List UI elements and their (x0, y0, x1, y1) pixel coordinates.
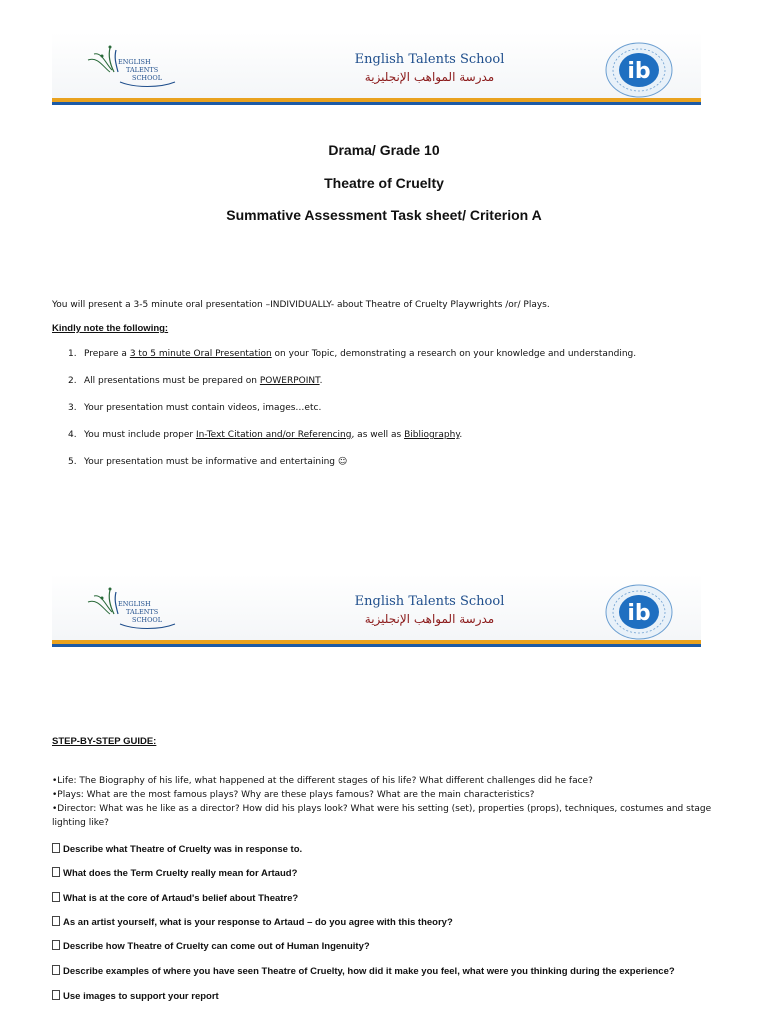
checkbox-glyph-icon (52, 843, 60, 853)
school-name-arabic: مدرسة المواهب الإنجليزية (364, 70, 495, 84)
list-item (68, 348, 636, 360)
school-name-arabic: مدرسة المواهب الإنجليزية (364, 612, 495, 626)
header-blue-bar (52, 644, 701, 647)
list-underlined-text: Bibliography (404, 430, 460, 440)
list-text: Your presentation must be informative and entertaining ☺ (84, 457, 348, 467)
question-item (52, 965, 675, 977)
question-item (52, 892, 298, 904)
list-text: . (459, 430, 463, 440)
checkbox-glyph-icon (52, 892, 60, 902)
guide-line: lighting like? (52, 818, 109, 828)
list-number: 1. (68, 349, 77, 359)
school-logo (80, 42, 180, 92)
svg-text:TALENTS: TALENTS (126, 608, 159, 616)
list-text: on your Topic, demonstrating a research on your knowledge and understanding. (271, 349, 637, 359)
page-header (52, 32, 701, 107)
list-item (68, 429, 462, 441)
ib-logo (603, 40, 675, 100)
question-text: Describe examples of where you have seen Theatre of Cruelty, how did it make you feel, what were you thinking during the experience? (63, 966, 675, 977)
question-item (52, 940, 370, 952)
ib-logo (603, 582, 675, 642)
question-text: Describe how Theatre of Cruelty can come out of Human Ingenuity? (63, 941, 370, 952)
guide-line: •Director: What was he like as a director? How did his plays look? What were his setting (set), properties (props), techniques, costumes and stage (52, 804, 712, 814)
list-number: 2. (68, 376, 77, 386)
question-text: What is at the core of Artaud's belief about Theatre? (63, 893, 299, 904)
list-text: . (319, 376, 323, 386)
guide-heading: STEP-BY-STEP GUIDE: (52, 736, 157, 747)
question-item (52, 867, 297, 879)
question-text: Use images to support your report (63, 991, 219, 1002)
svg-text:TALENTS: TALENTS (126, 66, 159, 74)
list-underlined-text: POWERPOINT (259, 376, 320, 386)
title-line-3: Summative Assessment Task sheet/ Criterion A (226, 207, 542, 223)
list-number: 4. (68, 430, 77, 440)
list-underlined-text: In-Text Citation and/or Referencing (195, 430, 352, 440)
svg-text:ib: ib (627, 59, 651, 84)
list-item (68, 375, 322, 387)
question-text: As an artist yourself, what is your response to Artaud – do you agree with this theory? (63, 917, 453, 928)
question-item (52, 916, 453, 928)
svg-text:SCHOOL: SCHOOL (132, 74, 163, 82)
question-text: What does the Term Cruelty really mean for Artaud? (63, 868, 298, 879)
list-text: Prepare a (84, 349, 130, 359)
school-logo (80, 584, 180, 634)
svg-text:SCHOOL: SCHOOL (132, 616, 163, 624)
svg-text:ib: ib (627, 601, 651, 626)
checkbox-glyph-icon (52, 940, 60, 950)
list-number: 3. (68, 403, 77, 413)
question-text: Describe what Theatre of Cruelty was in response to. (63, 844, 303, 855)
checkbox-glyph-icon (52, 990, 60, 1000)
list-text: Your presentation must contain videos, images…etc. (84, 403, 322, 413)
note-heading: Kindly note the following: (52, 323, 169, 334)
title-line-1: Drama/ Grade 10 (328, 142, 440, 158)
page-header-2 (52, 574, 701, 649)
guide-line: •Plays: What are the most famous plays? Why are these plays famous? What are the main characteristics? (52, 790, 535, 800)
list-item (68, 402, 321, 414)
list-text: , as well as (351, 430, 405, 440)
list-underlined-text: 3 to 5 minute Oral Presentation (129, 349, 272, 359)
svg-text:ENGLISH: ENGLISH (118, 58, 151, 66)
checkbox-glyph-icon (52, 867, 60, 877)
checkbox-glyph-icon (52, 916, 60, 926)
list-text: All presentations must be prepared on (84, 376, 260, 386)
svg-text:ENGLISH: ENGLISH (118, 600, 151, 608)
guide-line: •Life: The Biography of his life, what happened at the different stages of his life? What different challenges did he face? (52, 776, 593, 786)
list-item (68, 456, 347, 468)
header-blue-bar (52, 102, 701, 105)
question-item (52, 843, 302, 855)
title-line-2: Theatre of Cruelty (324, 175, 444, 191)
question-item (52, 990, 219, 1002)
list-number: 5. (68, 457, 77, 467)
intro-text: You will present a 3-5 minute oral presentation –INDIVIDUALLY- about Theatre of Cruelty Playwrights /or/ Plays. (52, 300, 550, 310)
school-name-english: English Talents School (354, 52, 505, 67)
checkbox-glyph-icon (52, 965, 60, 975)
list-text: You must include proper (84, 430, 196, 440)
school-name-english: English Talents School (354, 594, 505, 609)
